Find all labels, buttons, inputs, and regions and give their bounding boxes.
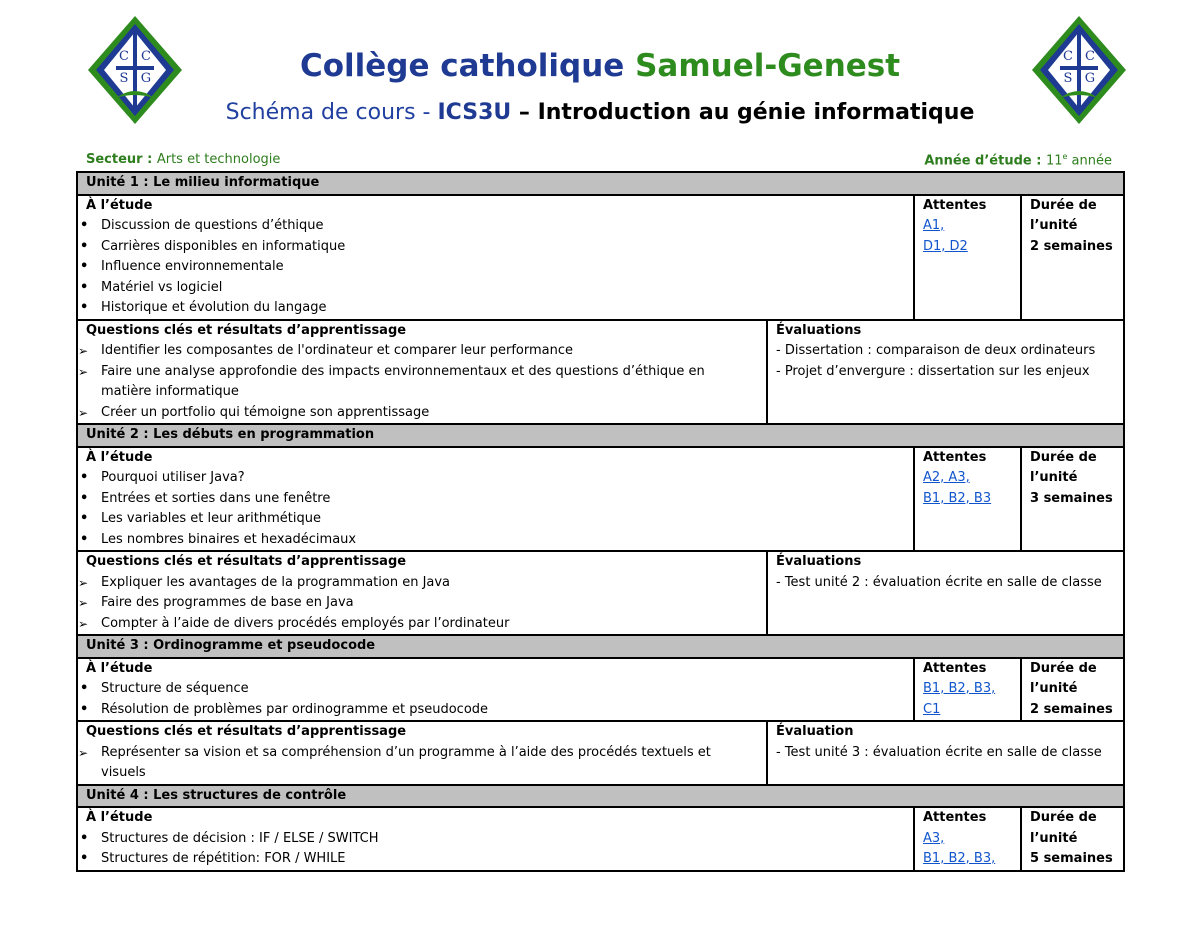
attentes-label: Attentes — [923, 449, 987, 465]
attentes-label: Attentes — [923, 197, 987, 213]
study-cell — [77, 658, 914, 722]
logo-letter: G — [140, 71, 152, 86]
topic-item: • Historique et évolution du langage — [78, 298, 905, 319]
topic-item: • Matériel vs logiciel — [78, 278, 905, 299]
unit-header-row — [77, 635, 1124, 658]
year-sup: e — [1062, 152, 1068, 161]
year-label: Année d’étude : — [924, 153, 1046, 169]
evaluations-label: Évaluation — [776, 724, 854, 739]
duree-cell — [1021, 195, 1124, 320]
year-suffix: année — [1067, 153, 1112, 169]
logo-letter: C — [119, 49, 129, 64]
course-name: Introduction au génie informatique — [537, 100, 975, 125]
sector — [86, 152, 280, 167]
subtitle-prefix: Schéma de cours - — [225, 100, 438, 125]
attentes-cell — [914, 195, 1021, 320]
attentes-label: Attentes — [923, 660, 987, 676]
title-part-2: Samuel-Genest — [635, 48, 901, 84]
topic-item: • Entrées et sorties dans une fenêtre — [78, 489, 905, 510]
logo-letter: S — [1063, 71, 1073, 86]
duree-value: 2 semaines — [1030, 238, 1113, 254]
topic-item: • Discussion de questions d’éthique — [78, 216, 905, 237]
question-item: ➢ Représenter sa vision et sa compréhension d’un programme à l’aide des procédés textuels et visuels — [78, 743, 758, 784]
questions-cell — [77, 721, 767, 785]
attentes-link[interactable]: A3, — [923, 830, 945, 846]
unit-questions-row — [77, 551, 1124, 635]
attentes-link[interactable]: C1 — [923, 701, 941, 717]
question-item: ➢ Identifier les composantes de l'ordinateur et comparer leur performance — [78, 341, 758, 362]
questions-list — [86, 573, 758, 635]
sector-value: Arts et technologie — [156, 152, 281, 167]
unit-study-row — [77, 447, 1124, 552]
topic-item: • Structures de décision : IF / ELSE / SWITCH — [78, 829, 905, 850]
attentes-link[interactable]: B1, B2, B3, — [923, 681, 996, 696]
questions-list — [86, 341, 758, 423]
unit-title: Unité 2 : Les débuts en programmation — [77, 424, 1124, 447]
course-code: ICS3U — [437, 100, 512, 125]
duree-label-1: Durée de — [1030, 660, 1097, 676]
topic-item: • Carrières disponibles en informatique — [78, 237, 905, 258]
unit-study-row — [77, 658, 1124, 722]
logo-letter: C — [1063, 49, 1073, 64]
topics-list — [86, 468, 905, 550]
question-item: ➢ Faire une analyse approfondie des impacts environnementaux et des questions d’éthique en matière informatique — [78, 362, 758, 403]
study-label: À l’étude — [86, 197, 153, 213]
title-part-1: Collège catholique — [299, 48, 625, 84]
evaluations-label: Évaluations — [776, 322, 862, 338]
unit-title: Unité 1 : Le milieu informatique — [77, 172, 1124, 195]
attentes-link[interactable]: B1, B2, B3 — [923, 490, 992, 506]
unit-title: Unité 3 : Ordinogramme et pseudocode — [77, 635, 1124, 658]
evaluation-item: - Test unité 2 : évaluation écrite en salle de classe — [776, 574, 1102, 590]
topic-item: • Les variables et leur arithmétique — [78, 509, 905, 530]
duree-label-1: Durée de — [1030, 197, 1097, 213]
evaluation-item: - Projet d’envergure : dissertation sur les enjeux — [776, 363, 1090, 379]
question-item: ➢ Créer un portfolio qui témoigne son apprentissage — [78, 403, 758, 424]
duree-label-1: Durée de — [1030, 449, 1097, 465]
questions-cell — [77, 320, 767, 425]
duree-value: 5 semaines — [1030, 851, 1113, 866]
evaluations-cell — [767, 551, 1124, 635]
duree-label-2: l’unité — [1030, 830, 1078, 846]
year-of-study — [924, 152, 1112, 168]
unit-header-row — [77, 424, 1124, 447]
unit-study-row — [77, 807, 1124, 871]
duree-value: 2 semaines — [1030, 701, 1113, 717]
questions-label: Questions clés et résultats d’apprentissage — [86, 554, 407, 569]
question-item: ➢ Faire des programmes de base en Java — [78, 593, 758, 614]
topic-item: • Structures de répétition: FOR / WHILE — [78, 849, 905, 870]
logo-letter: C — [1085, 49, 1095, 64]
unit-study-row — [77, 195, 1124, 320]
topic-item: • Les nombres binaires et hexadécimaux — [78, 530, 905, 551]
unit-header-row — [77, 172, 1124, 195]
attentes-cell — [914, 658, 1021, 722]
questions-label: Questions clés et résultats d’apprentissage — [86, 322, 407, 338]
evaluations-cell — [767, 721, 1124, 785]
topics-list — [86, 216, 905, 319]
unit-title: Unité 4 : Les structures de contrôle — [77, 785, 1124, 808]
logo-letter: G — [1084, 71, 1096, 86]
study-cell — [77, 447, 914, 552]
topics-list — [86, 679, 905, 720]
topic-item: • Pourquoi utiliser Java? — [78, 468, 905, 489]
topic-item: • Résolution de problèmes par ordinogramme et pseudocode — [78, 700, 905, 721]
page-title — [0, 48, 1200, 84]
attentes-link[interactable]: A2, A3, — [923, 470, 970, 485]
duree-cell — [1021, 807, 1124, 871]
year-value: 11 — [1045, 153, 1063, 169]
attentes-cell — [914, 807, 1021, 871]
study-cell — [77, 195, 914, 320]
duree-label-2: l’unité — [1030, 218, 1078, 233]
study-label: À l’étude — [86, 449, 153, 465]
questions-label: Questions clés et résultats d’apprentissage — [86, 724, 407, 739]
attentes-link[interactable]: D1, D2 — [923, 238, 968, 254]
study-label: À l’étude — [86, 810, 153, 825]
course-outline-table — [76, 171, 1125, 872]
evaluation-item: - Dissertation : comparaison de deux ordinateurs — [776, 343, 1096, 358]
logo-letter: S — [119, 71, 129, 86]
unit-header-row — [77, 785, 1124, 808]
attentes-link[interactable]: A1, — [923, 218, 945, 233]
study-label: À l’étude — [86, 660, 153, 676]
unit-questions-row — [77, 320, 1124, 425]
question-item: ➢ Expliquer les avantages de la programmation en Java — [78, 573, 758, 594]
topic-item: • Structure de séquence — [78, 679, 905, 700]
question-item: ➢ Compter à l’aide de divers procédés employés par l’ordinateur — [78, 614, 758, 635]
evaluation-item: - Test unité 3 : évaluation écrite en salle de classe — [776, 744, 1102, 760]
unit-questions-row — [77, 721, 1124, 785]
duree-cell — [1021, 447, 1124, 552]
attentes-label: Attentes — [923, 810, 987, 825]
page-subtitle — [0, 100, 1200, 125]
duree-label-1: Durée de — [1030, 810, 1097, 825]
topic-item: • Influence environnementale — [78, 257, 905, 278]
study-cell — [77, 807, 914, 871]
sector-label: Secteur : — [86, 152, 157, 167]
duree-label-2: l’unité — [1030, 470, 1078, 485]
attentes-cell — [914, 447, 1021, 552]
logo-letter: C — [141, 49, 151, 64]
duree-value: 3 semaines — [1030, 490, 1113, 506]
duree-label-2: l’unité — [1030, 681, 1078, 696]
subtitle-dash: – — [511, 100, 538, 125]
questions-list — [86, 743, 758, 784]
topics-list — [86, 829, 905, 870]
questions-cell — [77, 551, 767, 635]
duree-cell — [1021, 658, 1124, 722]
attentes-link[interactable]: B1, B2, B3, — [923, 851, 996, 866]
evaluations-cell — [767, 320, 1124, 425]
evaluations-label: Évaluations — [776, 554, 862, 569]
